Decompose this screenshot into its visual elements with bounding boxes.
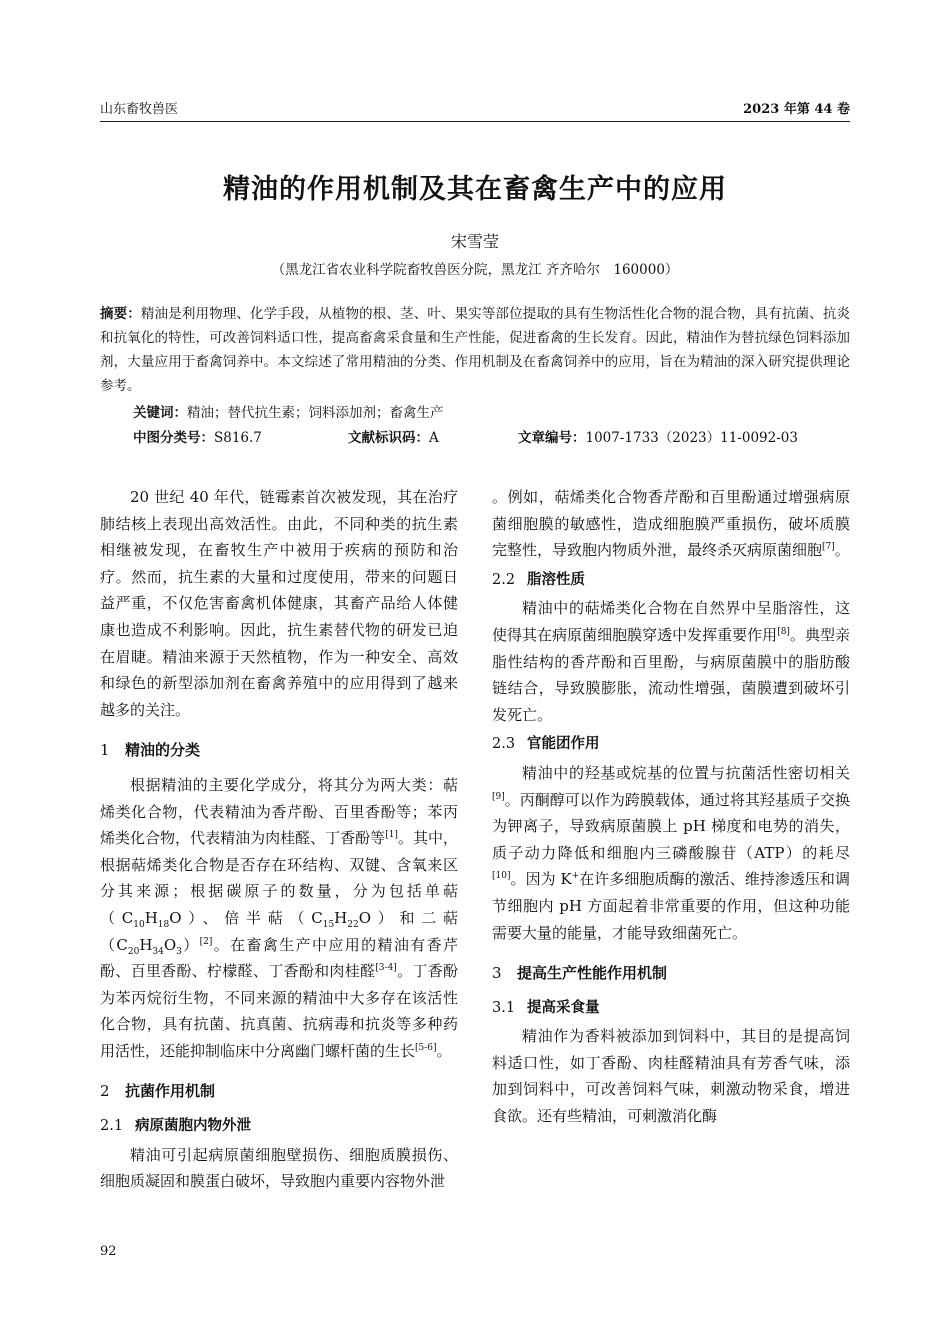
subsection-number: 3.1	[492, 999, 516, 1016]
section-number: 1	[100, 741, 110, 760]
intro-paragraph: 20 世纪 40 年代，链霉素首次被发现，其在治疗肺结核上表现出高效活性。由此，不同种类的抗生素相继被发现，在畜牧生产中被用于疾病的预防和治疗。然而，抗生素的大量和过度使用，带来的问题日益严重，不仅危害畜禽机体健康，其畜产品给人体健康也造成不利影响。因此，抗生素替代物的研发已迫在眉睫。精油来源于天然植物，作为一种安全、高效和绿色的新型添加剂在畜禽养殖中的应用得到了越来越多的关注。	[100, 488, 458, 719]
subsection-heading-2-1	[100, 1113, 458, 1140]
volume-info: 2023 年第 44 卷	[743, 102, 850, 117]
journal-name: 山东畜牧兽医	[100, 102, 179, 117]
classification-number	[133, 426, 262, 446]
text-run: 。因为 K	[510, 870, 572, 889]
section-title: 抗菌作用机制	[125, 1082, 216, 1101]
subsection-number: 2.3	[492, 736, 516, 753]
doc-code-value: A	[429, 430, 439, 446]
citation: [9]	[492, 791, 505, 802]
text-run: ）	[181, 935, 200, 954]
text-run: 根据精油的主要化学成分，将其分为两大类：萜烯类化合物，代表精油为香芹酚、百里香酚等；苯丙烯类化合物，代表精油为肉桂醛、丁香酚等	[100, 775, 458, 848]
section-heading-2	[100, 1078, 458, 1105]
text-run: 精油中的萜烯类化合物在自然界中呈脂溶性，这使得其在病原菌细胞膜穿透中发挥重要作用	[492, 599, 850, 644]
subsection-title: 脂溶性质	[527, 571, 585, 588]
article-number	[518, 426, 798, 446]
text-run: 。丙酮醇可以作为跨膜载体，通过将其羟基质子交换为钾离子，导致病原菌膜上 pH 梯度和电势的消失，质子动力降低和细胞内三磷酸腺苷（ATP）的耗尽	[492, 790, 850, 862]
text-run: 。在畜禽生产中应用的精油有香芹酚、百里香酚、柠檬醛、丁香酚和肉桂醛	[100, 935, 458, 981]
subsection-heading-2-2	[492, 567, 850, 594]
subscript: 34	[152, 946, 164, 957]
section-heading-3	[492, 960, 850, 987]
page-number: 92	[100, 1244, 117, 1259]
text-run: O）、倍半萜（C	[169, 908, 323, 927]
text-run: 。	[436, 1041, 452, 1060]
text-run: 。丁香酚为苯丙烷衍生物，不同来源的精油中大多存在该活性化合物，具有抗菌、抗真菌、抗病毒和抗炎等多种药用活性，还能抑制临床中分离幽门螺杆菌的生长	[100, 962, 458, 1060]
text-run: H	[334, 908, 348, 927]
header-rule	[100, 121, 850, 122]
subscript: 18	[157, 919, 170, 930]
section-number: 2	[100, 1082, 110, 1101]
abstract-label: 摘要：	[100, 306, 141, 322]
citation: [8]	[777, 626, 790, 637]
document-code	[348, 426, 439, 446]
article-title: 精油的作用机制及其在畜禽生产中的应用	[223, 174, 727, 205]
text-run: 。其中，根据萜烯类化合物是否存在环结构、双键、含氧来区分其来源；根据碳原子的数量，分为包括单萜（C	[100, 829, 458, 927]
subsection-heading-3-1	[492, 995, 850, 1022]
subsection-title: 病原菌胞内物外泄	[135, 1118, 251, 1135]
citation: [3-4]	[375, 963, 397, 974]
subscript: 15	[322, 919, 335, 930]
subsection-2-3-paragraph	[492, 760, 850, 946]
classification-label: 中图分类号：	[133, 430, 214, 446]
doc-code-label: 文献标识码：	[348, 430, 429, 446]
citation: [5-6]	[415, 1042, 437, 1053]
classification-value: S816.7	[214, 430, 262, 446]
subsection-title: 官能团作用	[527, 736, 600, 753]
article-no-label: 文章编号：	[518, 430, 586, 446]
author-affiliation: （黑龙江省农业科学院畜牧兽医分院，黑龙江 齐齐哈尔 160000）	[271, 262, 679, 278]
subsection-number: 2.1	[100, 1118, 124, 1135]
text-run: 在许多细胞质酶的激活、维持渗透压和调节细胞内 pH 方面起着非常重要的作用，但这种功能需要大量的能量，才能导致细菌死亡。	[492, 870, 850, 942]
subsection-2-1-paragraph-continued	[492, 484, 850, 564]
subsection-2-2-paragraph	[492, 595, 850, 728]
text-run: 。例如，萜烯类化合物香芹酚和百里酚通过增强病原菌细胞膜的敏感性，造成细胞膜严重损伤，破坏质膜完整性，导致胞内物质外泄，最终杀灭病原菌细胞	[492, 488, 850, 560]
author-name: 宋雪莹	[450, 232, 499, 251]
running-header	[100, 98, 850, 120]
subsection-3-1-paragraph: 精油作为香料被添加到饲料中，其目的是提高饲料适口性，如丁香酚、肉桂醛精油具有芳香气味，添加到饲料中，可改善饲料气味，刺激动物采食，增进食欲。还有些精油，可刺激消化酶	[492, 1027, 850, 1126]
keywords-text: 精油；替代抗生素；饲料添加剂；畜禽生产	[187, 405, 444, 421]
citation: [1]	[385, 830, 398, 841]
left-column	[100, 484, 458, 1195]
subsection-number: 2.2	[492, 571, 516, 588]
keywords	[133, 401, 850, 425]
abstract-text: 精油是利用物理、化学手段，从植物的根、茎、叶、果实等部位提取的具有生物活性化合物的混合物，具有抗菌、抗炎和抗氧化的特性，可改善饲料适口性，提高畜禽采食量和生产性能，促进畜禽的生长发育。因此，精油作为替抗绿色饲料添加剂，大量应用于畜禽饲养中。本文综述了常用精油的分类、作用机制及在畜禽饲养中的应用，旨在为精油的深入研究提供理论参考。	[100, 306, 851, 394]
section-number: 3	[492, 964, 502, 983]
text-run: O）和二萜（C	[100, 908, 458, 954]
subscript: 20	[127, 946, 140, 957]
text-run: H	[144, 908, 158, 927]
article-no-value: 1007-1733（2023）11-0092-03	[585, 430, 798, 446]
subscript: 22	[347, 919, 359, 930]
text-run: 精油中的羟基或烷基的位置与抗菌活性密切相关	[522, 763, 850, 782]
text-run: O	[163, 935, 177, 954]
citation: [2]	[199, 936, 213, 947]
section-title: 提高生产性能作用机制	[517, 964, 668, 983]
text-run: 。	[834, 541, 850, 560]
text-run: H	[139, 935, 153, 954]
citation: [10]	[492, 871, 511, 882]
text-run: 精油可引起病原菌细胞壁损伤、细胞质膜损伤、细胞质凝固和膜蛋白破坏，导致胞内重要内容物外泄	[100, 1145, 458, 1191]
article-metadata	[133, 426, 850, 450]
section-1-paragraph	[100, 772, 458, 1065]
right-column-flow	[492, 484, 850, 564]
subsection-heading-2-3	[492, 731, 850, 758]
section-heading-1	[100, 737, 458, 764]
citation: [7]	[822, 542, 835, 553]
abstract	[100, 302, 850, 398]
section-title: 精油的分类	[125, 741, 201, 760]
text-run: 。典型亲脂性结构的香芹酚和百里酚，与病原菌膜中的脂肪酸链结合，导致膜膨胀，流动性增强，菌膜遭到破坏引发死亡。	[492, 625, 850, 724]
subscript: 10	[133, 919, 145, 930]
subsection-title: 提高采食量	[527, 999, 600, 1016]
subsection-2-1-paragraph	[100, 1142, 458, 1195]
right-column	[492, 484, 850, 1130]
superscript: +	[571, 871, 580, 882]
keywords-label: 关键词：	[133, 405, 187, 421]
subscript: 3	[176, 946, 182, 957]
